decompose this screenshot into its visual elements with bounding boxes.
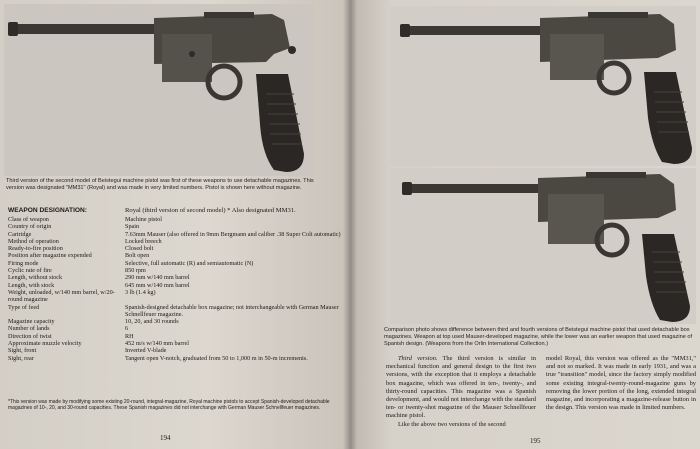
spec-key: Firing mode (8, 259, 39, 267)
spec-value: 290 mm w/140 mm barrel (125, 274, 190, 282)
spec-row (8, 333, 344, 340)
spec-key: Number of lands (8, 325, 50, 333)
spec-row (8, 347, 344, 354)
spec-key: Direction of twist (8, 332, 52, 340)
spec-row (8, 245, 344, 252)
body-column-2 (546, 355, 696, 412)
weapon-designation-value: Royal (third version of second model) * Also designated MM31. (125, 207, 296, 214)
spec-key: Country of origin (8, 223, 52, 231)
spec-row (8, 355, 344, 362)
spec-key: Class of weapon (8, 216, 49, 223)
weapon-designation-label: WEAPON DESIGNATION: (8, 207, 88, 214)
spec-key: Cyclic rate of fire (8, 267, 52, 275)
spec-value: 850 rpm (125, 267, 146, 275)
spec-value: Machine pistol (125, 216, 162, 223)
spec-key: Length, without stock (8, 274, 63, 282)
spec-key: Ready-to-fire position (8, 245, 63, 253)
pistol-photo-royal-mm31 (4, 4, 314, 176)
spec-row (8, 274, 344, 281)
spec-value: Inverted V-blade (125, 347, 167, 355)
spec-key: Sight, rear (8, 354, 34, 362)
spec-row (8, 260, 344, 267)
right-page (350, 0, 700, 449)
right-photo-caption: Comparison photo shows difference between third and fourth versions of Beistegui machine pistol that used detachable box magazines. Weapon at top used Mauser-developed magazine, while the lower was an earlier weapon that used magazine of Spanish design. (Weapons from the Orlin International Collection.) (384, 327, 693, 347)
page-number-left: 194 (160, 434, 171, 442)
spec-value: Selective, full automatic (R) and semiautomatic (N) (125, 259, 254, 267)
spec-row (8, 325, 344, 332)
spec-key: Position after magazine expended (8, 252, 92, 260)
spec-value: 645 mm w/140 mm barrel (125, 281, 190, 289)
footnote: *This version was made by modifying some existing 20-round, integral-magazine, Royal machine pistols to accept Spanish-developed detachable magazines of 10-, 20, and 30-round capacities. These Spanish magazines did not interchange with German Mauser Schnellfeuer magazines. (8, 399, 330, 411)
spec-row (8, 238, 344, 245)
page-number-right: 195 (530, 437, 541, 445)
spec-row (8, 267, 344, 274)
spec-row (8, 340, 344, 347)
body-column-1 (386, 355, 536, 429)
spec-key: Type of feed (8, 303, 40, 311)
spec-value: Tangent open V-notch, graduated from 50 to 1,000 m in 50-m increments. (125, 354, 308, 362)
spec-value: Locked breech (125, 237, 162, 245)
spec-key: Weight, unloaded, w/140 mm barrel, w/20-round magazine (8, 288, 115, 304)
spec-key: Method of operation (8, 237, 59, 245)
pistol-image-top (390, 6, 696, 166)
third-version-lead: Third version. (398, 355, 438, 362)
spec-value: RH (125, 332, 134, 340)
spec-row (8, 216, 344, 223)
spec-value: 3 lb (1.4 kg) (125, 288, 156, 296)
col2-paragraph-1: model Royal, this version was offered as the "MM31," and not so marked. It was made in early 1931, and was a true "transition" model, since the factory simply modified some existing integral-twenty-round-magazine guns by removing the lower portion of the long, extended integral magazine, and incorporating a magazine-release button in the design. This version was made in limited numbers. (546, 355, 696, 412)
spec-row (8, 231, 344, 238)
spec-table (8, 216, 344, 362)
spec-value: 6 (125, 325, 129, 333)
spec-value: Bolt open (125, 252, 150, 260)
spec-value: 7.63mm Mauser (also offered in 9mm Bergmann and caliber .38 Super Colt automatic) (125, 230, 341, 238)
book-spine-shadow (343, 0, 357, 449)
col1-paragraph-2: Like the above two versions of the second (398, 420, 506, 428)
left-photo-caption: Third version of the second model of Beistegui machine pistol was first of these weapons to use detachable magazines. This version was designated "MM31" (Royal) and was made in very limited numbers. Pistol is shown here without magazine. (6, 178, 314, 191)
col1-paragraph-1: The third version is similar in mechanical function and general design to the first two versions, with the exception that it employs a detachable box magazine, which was offered in ten-, twenty-, and thirty-round capacities. This magazine was a Spanish development, and would not interchange with the standard ten- or twenty-shot magazine of the Mauser Schnellfeuer machine pistol. (386, 355, 536, 420)
spec-value: Spanish-designed detachable box magazine; not interchangeable with German Mauser Schnellfeuer magazine. (125, 303, 339, 318)
spec-key: Sight, front (8, 347, 37, 355)
pistol-image (4, 4, 314, 176)
spec-key: Approximate muzzle velocity (8, 340, 82, 348)
pistol-photo-bottom (390, 168, 696, 324)
spec-value: Spain (125, 223, 140, 231)
pistol-photo-top (390, 6, 696, 166)
spec-key: Cartridge (8, 230, 32, 238)
spec-value: 10, 20, and 30 rounds (125, 318, 179, 326)
pistol-image-bottom (390, 168, 696, 324)
spec-row (8, 282, 344, 289)
spec-row (8, 304, 344, 319)
spec-row (8, 252, 344, 259)
spec-row (8, 318, 344, 325)
spec-value: Closed bolt (125, 245, 154, 253)
spec-value: 452 m/s w/140 mm barrel (125, 340, 189, 348)
spec-row (8, 223, 344, 230)
spec-key: Magazine capacity (8, 318, 55, 326)
spec-key: Length, with stock (8, 281, 55, 289)
spec-row (8, 289, 344, 304)
